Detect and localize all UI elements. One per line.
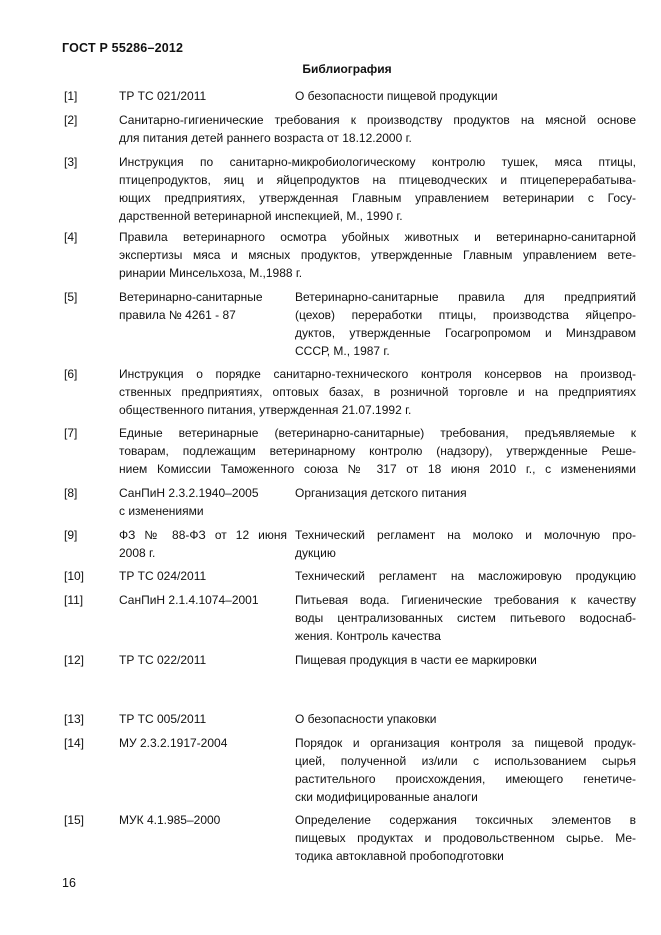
page-number: 16 <box>62 876 76 890</box>
bibliography-title: Библиография <box>302 62 392 76</box>
entry-number: [11] <box>64 593 84 607</box>
entry-description <box>295 526 636 562</box>
entry-number: [6] <box>64 367 78 381</box>
reference-line: МУ 2.3.2.1917-2004 <box>119 736 228 750</box>
entry-reference <box>119 567 206 585</box>
entry-number: [14] <box>64 736 85 750</box>
text-line: Инструкция о порядке санитарно-технического контроля консервов на производ- <box>119 367 636 381</box>
text-line: Единые ветеринарные (ветеринарно-санитарные) требования, предъявляемые к <box>119 426 636 440</box>
description-line: растительного происхождения, имеющего генетиче- <box>295 772 636 786</box>
reference-line: ТР ТС 022/2011 <box>119 653 207 667</box>
text-line: дарственной ветеринарной инспекцией, М., 1990 г. <box>119 209 403 223</box>
text-line: ющих предприятиях, утвержденная Главным управлением ветеринарии с Госу- <box>119 191 636 205</box>
entry-number: [5] <box>64 290 78 304</box>
reference-line: СанПиН 2.1.4.1074–2001 <box>119 593 259 607</box>
reference-line: с изменениями <box>119 504 204 518</box>
reference-line: МУК 4.1.985–2000 <box>119 813 221 827</box>
reference-line: Ветеринарно-санитарные <box>119 290 263 304</box>
entry-reference <box>119 484 259 520</box>
entry-number: [4] <box>64 230 78 244</box>
reference-line: ТР ТС 021/2011 <box>119 89 207 103</box>
entry-description <box>295 288 636 360</box>
entry-text <box>119 153 636 225</box>
entry-reference <box>119 710 206 728</box>
text-line: Правила ветеринарного осмотра убойных животных и ветеринарно-санитарной <box>119 230 636 244</box>
text-line: для питания детей раннего возраста от 18.12.2000 г. <box>119 131 412 145</box>
entry-reference <box>119 591 259 609</box>
description-line: (цехов) переработки птицы, производства яйцепро- <box>295 308 636 322</box>
entry-text <box>119 365 636 419</box>
text-line: товарам, подлежащим ветеринарному контролю (надзору), утвержденные Реше- <box>119 444 636 458</box>
description-line: Технический регламент на масложировую продукцию <box>295 569 636 583</box>
text-line: птицепродуктов, яиц и яйцепродуктов на птицеводческих и птицеперерабатыва- <box>119 173 636 187</box>
entry-text <box>119 424 636 478</box>
entry-reference <box>119 87 206 105</box>
description-line: О безопасности упаковки <box>295 712 437 726</box>
entry-reference <box>119 526 287 562</box>
entry-reference <box>119 651 206 669</box>
entry-description <box>295 710 636 728</box>
description-line: воды централизованных систем питьевого водоснаб- <box>295 611 636 625</box>
description-line: О безопасности пищевой продукции <box>295 89 498 103</box>
text-line: экспертизы мяса и мясных продуктов, утвержденные Главным управлением вете- <box>119 248 636 262</box>
entry-number: [15] <box>64 813 85 827</box>
description-line: дукцию <box>295 546 336 560</box>
entry-reference <box>119 734 227 752</box>
entry-description <box>295 734 636 806</box>
standard-header: ГОСТ Р 55286–2012 <box>62 41 184 55</box>
text-line: общественного питания, утвержденная 21.07.1992 г. <box>119 403 412 417</box>
description-line: ски модифицированные аналоги <box>295 790 478 804</box>
reference-line: правила № 4261 - 87 <box>119 308 236 322</box>
entry-description <box>295 651 636 669</box>
entry-number: [9] <box>64 528 78 542</box>
text-line: нием Комиссии Таможенного союза № 317 от 18 июня 2010 г., с изменениями <box>119 462 636 476</box>
reference-line: ФЗ № 88-ФЗ от 12 июня <box>119 528 287 542</box>
text-line: Санитарно-гигиенические требования к производству продуктов на мясной основе <box>119 113 636 127</box>
reference-line: ТР ТС 024/2011 <box>119 569 207 583</box>
entry-number: [12] <box>64 653 85 667</box>
reference-line: ТР ТС 005/2011 <box>119 712 207 726</box>
reference-line: СанПиН 2.3.2.1940–2005 <box>119 486 259 500</box>
description-line: Определение содержания токсичных элементов в <box>295 813 636 827</box>
entry-number: [10] <box>64 569 85 583</box>
entry-text <box>119 111 636 147</box>
description-line: Ветеринарно-санитарные правила для предприятий <box>295 290 636 304</box>
description-line: пищевых продуктах и продовольственном сырье. Ме- <box>295 831 636 845</box>
entry-number: [1] <box>64 89 78 103</box>
description-line: Питьевая вода. Гигиенические требования к качеству <box>295 593 636 607</box>
entry-reference <box>119 811 220 829</box>
description-line: жения. Контроль качества <box>295 629 441 643</box>
entry-text <box>119 228 636 282</box>
entry-description <box>295 484 636 502</box>
text-line: Инструкция по санитарно-микробиологическому контролю тушек, мяса птицы, <box>119 155 636 169</box>
description-line: Организация детского питания <box>295 486 467 500</box>
entry-number: [3] <box>64 155 78 169</box>
description-line: Порядок и организация контроля за пищевой продук- <box>295 736 636 750</box>
entry-description <box>295 567 636 585</box>
description-line: цией, полученной из/или с использованием сырья <box>295 754 636 768</box>
reference-line: 2008 г. <box>119 546 156 560</box>
entry-number: [2] <box>64 113 78 127</box>
description-line: дуктов, утвержденные Госагропромом и Минздравом <box>295 326 636 340</box>
text-line: ственных предприятиях, оптовых базах, в розничной торговле и на предприятиях <box>119 385 636 399</box>
description-line: СССР, М., 1987 г. <box>295 344 390 358</box>
text-line: ринарии Минсельхоза, М.,1988 г. <box>119 266 303 280</box>
entry-description <box>295 87 636 105</box>
entry-number: [8] <box>64 486 78 500</box>
entry-number: [13] <box>64 712 85 726</box>
entry-number: [7] <box>64 426 78 440</box>
entry-description <box>295 591 636 645</box>
description-line: Технический регламент на молоко и молочную про- <box>295 528 636 542</box>
entry-description <box>295 811 636 865</box>
description-line: Пищевая продукция в части ее маркировки <box>295 653 537 667</box>
description-line: тодика автоклавной пробоподготовки <box>295 849 504 863</box>
entry-reference <box>119 288 263 324</box>
